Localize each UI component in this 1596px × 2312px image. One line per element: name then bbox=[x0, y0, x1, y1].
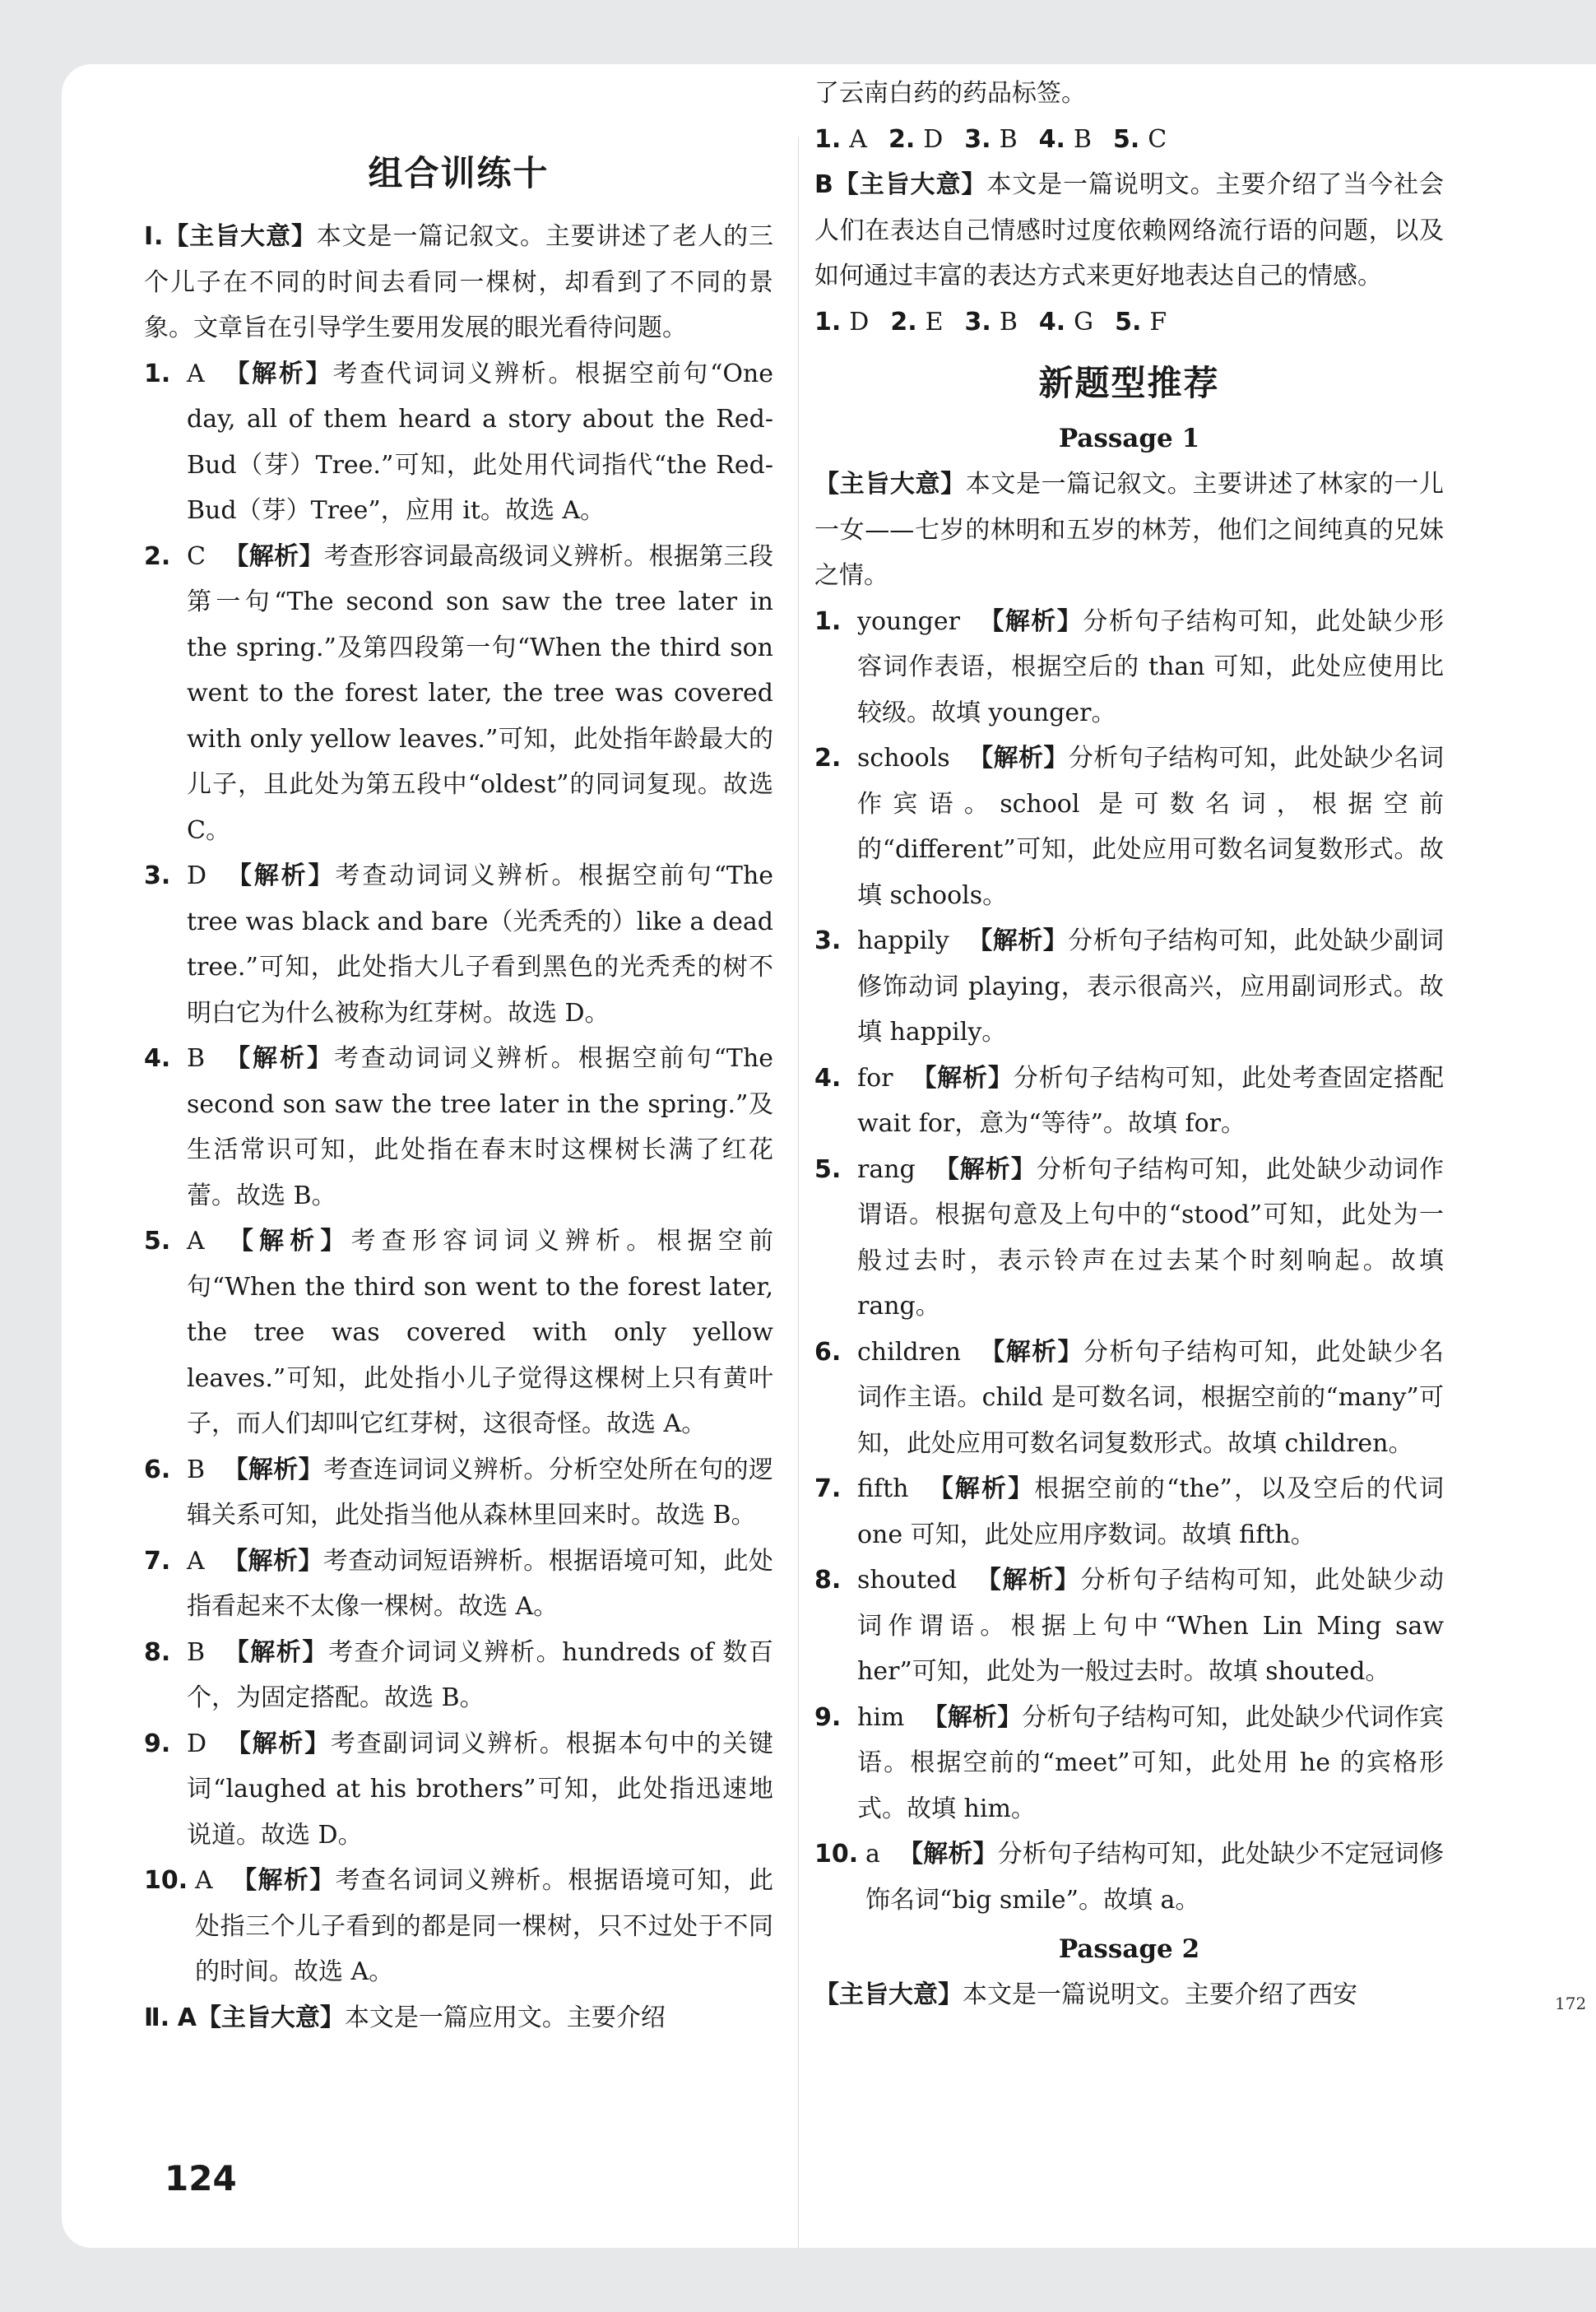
item-answer: D bbox=[187, 861, 207, 890]
answer-item bbox=[814, 1466, 1444, 1558]
item-number: 6. bbox=[814, 1337, 842, 1367]
item-answer: D bbox=[187, 1729, 207, 1758]
answer-item bbox=[144, 1219, 773, 1447]
b-intro: B【主旨大意】本文是一篇说明文。主要介绍了当今社会人们在表达自己情感时过度依赖网络流行语的问题，以及如何通过丰富的表达方式来更好地表达自己的情感。 bbox=[814, 170, 1444, 290]
item-body bbox=[857, 599, 1444, 736]
page-number: 124 bbox=[165, 2158, 237, 2198]
section-title-right: 新题型推荐 bbox=[1038, 363, 1220, 403]
answer-number: 3. bbox=[964, 307, 991, 337]
answer-choice: E bbox=[925, 307, 944, 337]
item-number: 6. bbox=[144, 1455, 171, 1484]
passage2-intro: 【主旨大意】本文是一篇说明文。主要介绍了西安 bbox=[814, 1980, 1357, 2009]
answer-item bbox=[814, 918, 1444, 1056]
analysis-tag: 【解析】 bbox=[898, 1840, 998, 1869]
passage2-title: Passage 2 bbox=[1058, 1934, 1200, 1964]
analysis-text: 考查副词词义辨析。根据本句中的关键词“laughed at his brothers”可知，此处指迅速地说道。故选 D。 bbox=[187, 1729, 774, 1850]
item-body bbox=[187, 1630, 773, 1721]
item-answer: B bbox=[187, 1044, 206, 1073]
intro-paragraph: Ⅰ.【主旨大意】本文是一篇记叙文。主要讲述了老人的三个儿子在不同的时间去看同一棵树，却看到了不同的景象。文章旨在引导学生要用发展的眼光看待问题。 bbox=[144, 222, 774, 342]
answer-item bbox=[144, 1630, 773, 1721]
item-body bbox=[187, 1539, 773, 1630]
item-number: 5. bbox=[814, 1154, 842, 1184]
item-answer: B bbox=[187, 1455, 206, 1484]
left-answer-list bbox=[144, 351, 773, 1995]
item-number: 10. bbox=[144, 1866, 188, 1895]
item-answer: younger bbox=[857, 606, 960, 636]
analysis-tag: 【解析】 bbox=[223, 541, 324, 571]
analysis-text: 考查代词词义辨析。根据空前句“One day, all of them heard a story about the Red-Bud（芽）Tree.”可知，此处用代词指代“the Red-Bud（芽）Tree”，应用 it。故选 A。 bbox=[187, 359, 774, 525]
part2-intro: Ⅱ. A【主旨大意】本文是一篇应用文。主要介绍 bbox=[144, 2003, 666, 2032]
answer-item bbox=[814, 1695, 1444, 1832]
answer-item bbox=[144, 1858, 773, 1995]
analysis-tag: 【解析】 bbox=[926, 1474, 1035, 1503]
analysis-tag: 【解析】 bbox=[223, 1044, 334, 1073]
answer-choice: D bbox=[849, 307, 870, 337]
analysis-text: 分析句子结构可知，此处缺少代词作宾语。根据空前的“meet”可知，此处用 he 的宾格形式。故填 him。 bbox=[857, 1702, 1445, 1823]
answers-row-b bbox=[814, 299, 1444, 346]
analysis-tag: 【解析】 bbox=[911, 1063, 1014, 1093]
analysis-text: 分析句子结构可知，此处缺少名词作主语。child 是可数名词，根据空前的“many”可知，此处应用可数名词复数形式。故填 children。 bbox=[857, 1337, 1445, 1458]
analysis-text: 根据空前的“the”，以及空后的代词 one 可知，此处应用序数词。故填 fifth。 bbox=[857, 1474, 1444, 1549]
item-body bbox=[857, 1056, 1444, 1147]
passage1-intro: 【主旨大意】本文是一篇记叙文。主要讲述了林家的一儿一女——七岁的林明和五岁的林芳，他们之间纯真的兄妹之情。 bbox=[814, 470, 1444, 590]
item-answer: schools bbox=[857, 744, 950, 773]
analysis-tag: 【解析】 bbox=[922, 1702, 1023, 1732]
answer-choice: C bbox=[1148, 124, 1167, 154]
answer-choice: A bbox=[849, 124, 867, 154]
item-number: 2. bbox=[144, 541, 171, 571]
analysis-text: 考查动词短语辨析。根据语境可知，此处指看起来不太像一棵树。故选 A。 bbox=[187, 1546, 774, 1621]
answer-item bbox=[814, 1831, 1444, 1923]
item-body bbox=[187, 534, 773, 854]
analysis-tag: 【解析】 bbox=[225, 861, 336, 890]
answer-item bbox=[814, 736, 1444, 918]
side-page-number: 172 bbox=[1555, 1994, 1587, 2013]
item-answer: A bbox=[187, 359, 205, 388]
item-number: 8. bbox=[144, 1637, 171, 1667]
right-column bbox=[814, 71, 1444, 2018]
analysis-tag: 【解析】 bbox=[975, 1566, 1081, 1595]
analysis-text: 分析句子结构可知，此处缺少名词作宾语。school 是可数名词，根据空前的“different”可知，此处应用可数名词复数形式。故填 schools。 bbox=[857, 744, 1445, 910]
analysis-text: 考查形容词最高级词义辨析。根据第三段第一句“The second son saw the tree later in the spring.”及第四段第一句“When the third son went to the forest later, the tree was covered with only yellow leaves.”可知，此处指年龄最大的儿子，且此处为第五段中“oldest”的同词复现。故选 C。 bbox=[187, 541, 774, 845]
item-number: 9. bbox=[144, 1729, 171, 1758]
item-number: 3. bbox=[814, 926, 842, 955]
item-body bbox=[865, 1831, 1444, 1923]
answer-number: 2. bbox=[890, 307, 917, 337]
item-body bbox=[187, 1721, 773, 1859]
item-number: 2. bbox=[814, 744, 842, 773]
item-body bbox=[857, 1147, 1444, 1330]
analysis-tag: 【解析】 bbox=[225, 1729, 331, 1758]
answer-number: 1. bbox=[814, 124, 842, 154]
answer-number: 3. bbox=[964, 124, 991, 154]
analysis-text: 考查连词词义辨析。分析空处所在句的逻辑关系可知，此处指当他从森林里回来时。故选 B。 bbox=[187, 1455, 774, 1530]
item-body bbox=[857, 736, 1444, 918]
answer-item bbox=[144, 853, 773, 1036]
item-number: 1. bbox=[144, 359, 171, 388]
item-body bbox=[857, 1558, 1444, 1695]
item-answer: A bbox=[187, 1546, 205, 1576]
item-body bbox=[857, 1330, 1444, 1467]
item-answer: children bbox=[857, 1337, 961, 1367]
item-number: 8. bbox=[814, 1566, 842, 1595]
item-answer: B bbox=[187, 1637, 206, 1667]
answer-choice: B bbox=[999, 124, 1018, 154]
answer-choice: G bbox=[1074, 307, 1094, 337]
analysis-tag: 【解析】 bbox=[978, 1337, 1083, 1367]
passage1-title: Passage 1 bbox=[1058, 424, 1200, 453]
answer-number: 2. bbox=[888, 124, 916, 154]
analysis-tag: 【解析】 bbox=[977, 606, 1083, 636]
analysis-text: 分析句子结构可知，此处缺少动词作谓语。根据句意及上句中的“stood”可知，此处为一般过去时，表示铃声在过去某个时刻响起。故填 rang。 bbox=[857, 1154, 1445, 1321]
item-answer: A bbox=[187, 1227, 205, 1256]
item-number: 7. bbox=[814, 1474, 842, 1503]
analysis-tag: 【解析】 bbox=[222, 1227, 351, 1256]
item-answer: A bbox=[195, 1866, 213, 1895]
answer-item bbox=[814, 1056, 1444, 1147]
item-number: 4. bbox=[814, 1063, 842, 1093]
answer-choice: D bbox=[923, 124, 944, 154]
item-body bbox=[187, 1447, 773, 1539]
item-answer: rang bbox=[857, 1154, 916, 1184]
item-body bbox=[187, 1219, 773, 1447]
column-divider bbox=[798, 137, 799, 2248]
answer-number: 5. bbox=[1112, 124, 1140, 154]
answer-item bbox=[144, 1447, 773, 1539]
item-number: 3. bbox=[144, 861, 171, 890]
analysis-text: 分析句子结构可知，此处缺少不定冠词修饰名词“big smile”。故填 a。 bbox=[865, 1840, 1445, 1915]
item-body bbox=[195, 1858, 773, 1995]
left-column bbox=[144, 64, 773, 2040]
item-number: 5. bbox=[144, 1227, 171, 1256]
answer-item bbox=[814, 599, 1444, 736]
answer-choice: B bbox=[1073, 124, 1092, 154]
answer-choice: B bbox=[999, 307, 1018, 337]
answer-item bbox=[144, 1036, 773, 1219]
answer-number: 4. bbox=[1038, 307, 1066, 337]
analysis-tag: 【解析】 bbox=[222, 359, 333, 388]
item-body bbox=[187, 1036, 773, 1219]
item-answer: a bbox=[865, 1840, 880, 1869]
analysis-text: 考查介词词义辨析。hundreds of 数百个，为固定搭配。故选 B。 bbox=[187, 1637, 774, 1712]
continued-text: 了云南白药的药品标签。 bbox=[814, 79, 1086, 108]
analysis-text: 考查形容词词义辨析。根据空前句“When the third son went to the forest later, the tree was covered with only yellow leaves.”可知，此处指小儿子觉得这棵树上只有黄叶子，而人们却叫它红芽树，这很奇怪。故选 A。 bbox=[187, 1227, 774, 1438]
item-answer: C bbox=[187, 541, 206, 571]
answer-page bbox=[62, 64, 1596, 2248]
item-body bbox=[187, 351, 773, 534]
section-title-left: 组合训练十 bbox=[368, 153, 550, 193]
right-answer-list bbox=[814, 599, 1444, 1924]
answer-choice: F bbox=[1149, 307, 1167, 337]
item-number: 1. bbox=[814, 606, 842, 636]
answer-item bbox=[144, 1721, 773, 1859]
answer-number: 1. bbox=[814, 307, 842, 337]
item-number: 7. bbox=[144, 1546, 171, 1576]
answer-item bbox=[814, 1147, 1444, 1330]
analysis-tag: 【解析】 bbox=[223, 1455, 324, 1484]
answer-item bbox=[144, 534, 773, 854]
item-answer: fifth bbox=[857, 1474, 909, 1503]
analysis-tag: 【解析】 bbox=[967, 926, 1069, 955]
item-number: 9. bbox=[814, 1702, 842, 1732]
analysis-text: 分析句子结构可知，此处缺少动词作谓语。根据上句中“When Lin Ming saw her”可知，此处为一般过去时。故填 shouted。 bbox=[857, 1566, 1445, 1686]
answer-item bbox=[814, 1330, 1444, 1467]
analysis-text: 考查动词词义辨析。根据空前句“The tree was black and bare（光秃秃的）like a dead tree.”可知，此处指大儿子看到黑色的光秃秃的树不明白它为什么被称为红芽树。故选 D。 bbox=[187, 861, 774, 1028]
item-answer: him bbox=[857, 1702, 905, 1732]
item-body bbox=[857, 1695, 1444, 1832]
answers-row-a bbox=[814, 117, 1444, 163]
analysis-text: 考查名词词义辨析。根据语境可知，此处指三个儿子看到的都是同一棵树，只不过处于不同的时间。故选 A。 bbox=[195, 1866, 774, 1986]
answer-number: 5. bbox=[1115, 307, 1142, 337]
item-answer: for bbox=[857, 1063, 893, 1093]
item-number: 10. bbox=[814, 1840, 859, 1869]
answer-item bbox=[814, 1558, 1444, 1695]
analysis-text: 分析句子结构可知，此处考查固定搭配 wait for，意为“等待”。故填 for。 bbox=[857, 1063, 1445, 1138]
answer-item bbox=[144, 1539, 773, 1630]
item-body bbox=[187, 853, 773, 1036]
analysis-tag: 【解析】 bbox=[222, 1546, 323, 1576]
analysis-tag: 【解析】 bbox=[230, 1866, 336, 1895]
analysis-tag: 【解析】 bbox=[933, 1154, 1037, 1184]
item-body bbox=[857, 1466, 1444, 1558]
analysis-tag: 【解析】 bbox=[223, 1637, 328, 1667]
analysis-tag: 【解析】 bbox=[967, 744, 1069, 773]
item-answer: shouted bbox=[857, 1566, 958, 1595]
answer-item bbox=[144, 351, 773, 534]
analysis-text: 考查动词词义辨析。根据空前句“The second son saw the tree later in the spring.”及生活常识可知，此处指在春末时这棵树长满了红花蕾。故选 B。 bbox=[187, 1044, 774, 1210]
analysis-text: 分析句子结构可知，此处缺少形容词作表语，根据空后的 than 可知，此处应使用比较级。故填 younger。 bbox=[857, 606, 1445, 727]
answer-number: 4. bbox=[1038, 124, 1065, 154]
analysis-text: 分析句子结构可知，此处缺少副词修饰动词 playing，表示很高兴，应用副词形式。故填 happily。 bbox=[857, 926, 1445, 1047]
item-answer: happily bbox=[857, 926, 949, 955]
item-body bbox=[857, 918, 1444, 1056]
item-number: 4. bbox=[144, 1044, 171, 1073]
